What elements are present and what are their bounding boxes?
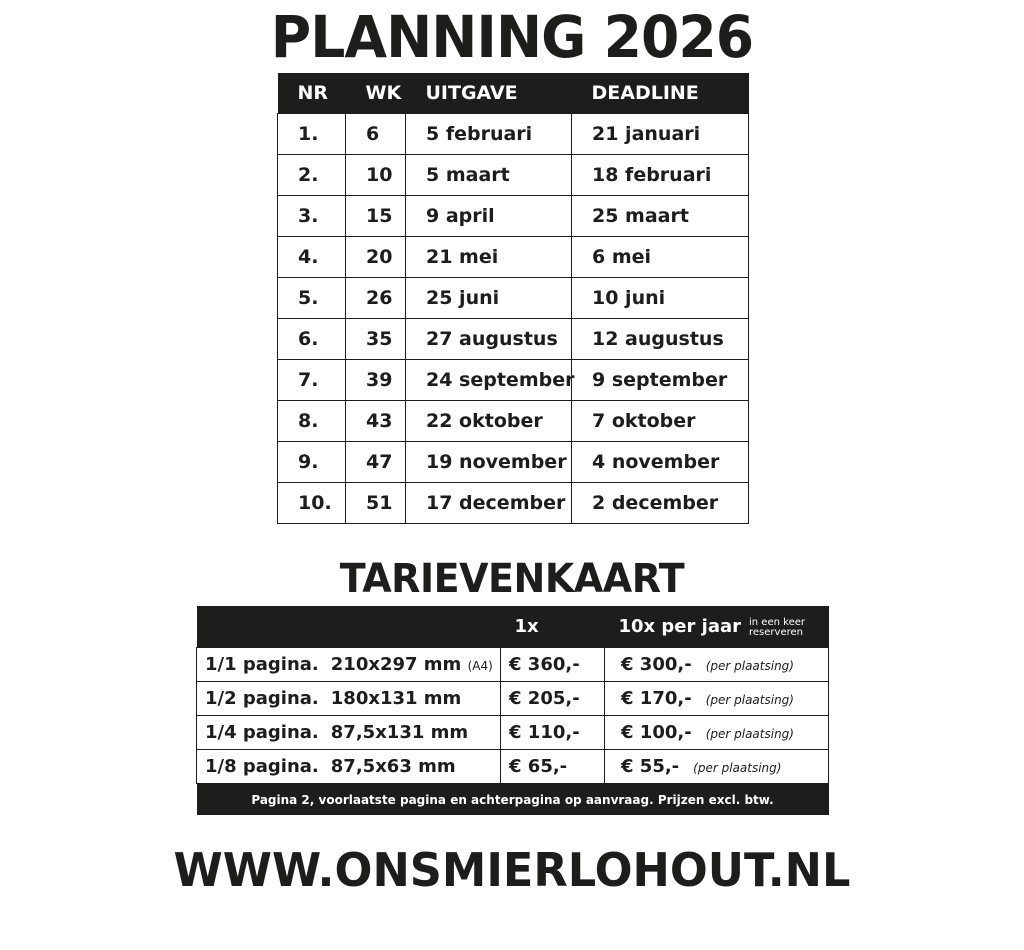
cell-wk: 35 bbox=[346, 319, 406, 360]
planning-row bbox=[278, 155, 749, 196]
cell-price-1x: € 360,- bbox=[501, 648, 605, 682]
cell-price-10x bbox=[605, 648, 829, 682]
cell-nr: 7. bbox=[278, 360, 346, 401]
size-value: 87,5x131 mm bbox=[330, 722, 469, 743]
cell-uitgave: 25 juni bbox=[406, 278, 572, 319]
planning-row bbox=[278, 237, 749, 278]
size-value: 87,5x63 mm bbox=[330, 756, 456, 777]
cell-format bbox=[197, 682, 501, 716]
cell-nr: 9. bbox=[278, 442, 346, 483]
price-10x-value: € 55,- bbox=[621, 756, 680, 777]
cell-wk: 39 bbox=[346, 360, 406, 401]
cell-nr: 1. bbox=[278, 114, 346, 155]
cell-wk: 15 bbox=[346, 196, 406, 237]
cell-format bbox=[197, 716, 501, 750]
cell-deadline: 9 september bbox=[572, 360, 749, 401]
cell-format bbox=[197, 648, 501, 682]
cell-price-1x: € 110,- bbox=[501, 716, 605, 750]
cell-price-10x bbox=[605, 750, 829, 784]
cell-format bbox=[197, 750, 501, 784]
cell-deadline: 25 maart bbox=[572, 196, 749, 237]
cell-wk: 6 bbox=[346, 114, 406, 155]
cell-wk: 20 bbox=[346, 237, 406, 278]
cell-nr: 3. bbox=[278, 196, 346, 237]
header-deadline: DEADLINE bbox=[572, 73, 749, 114]
header-10x bbox=[605, 606, 829, 648]
size-value: 180x131 mm bbox=[330, 688, 462, 709]
planning-row bbox=[278, 114, 749, 155]
format-label: 1/2 pagina. bbox=[205, 688, 319, 709]
cell-deadline: 6 mei bbox=[572, 237, 749, 278]
planning-table bbox=[277, 73, 749, 524]
cell-nr: 6. bbox=[278, 319, 346, 360]
tarief-row bbox=[197, 750, 829, 784]
cell-deadline: 12 augustus bbox=[572, 319, 749, 360]
planning-row bbox=[278, 319, 749, 360]
cell-deadline: 21 januari bbox=[572, 114, 749, 155]
size-value: 210x297 mm bbox=[330, 654, 462, 675]
header-uitgave: UITGAVE bbox=[406, 73, 572, 114]
header-1x: 1x bbox=[501, 606, 605, 648]
cell-wk: 26 bbox=[346, 278, 406, 319]
planning-row bbox=[278, 360, 749, 401]
header-nr: NR bbox=[278, 73, 346, 114]
tarieven-footer: Pagina 2, voorlaatste pagina en achterpagina op aanvraag. Prijzen excl. btw. bbox=[197, 784, 829, 816]
tarief-row bbox=[197, 682, 829, 716]
format-label: 1/1 pagina. bbox=[205, 654, 319, 675]
price-10x-value: € 300,- bbox=[621, 654, 692, 675]
cell-nr: 4. bbox=[278, 237, 346, 278]
cell-uitgave: 5 februari bbox=[406, 114, 572, 155]
header-format bbox=[197, 606, 501, 648]
cell-nr: 5. bbox=[278, 278, 346, 319]
page-title: PLANNING 2026 bbox=[270, 3, 754, 71]
cell-uitgave: 27 augustus bbox=[406, 319, 572, 360]
cell-uitgave: 22 oktober bbox=[406, 401, 572, 442]
per-plaatsing-note: (per plaatsing) bbox=[705, 727, 794, 741]
tarief-row bbox=[197, 716, 829, 750]
cell-uitgave: 5 maart bbox=[406, 155, 572, 196]
planning-row bbox=[278, 196, 749, 237]
cell-wk: 47 bbox=[346, 442, 406, 483]
tarieven-footer-row bbox=[197, 784, 829, 816]
format-label: 1/8 pagina. bbox=[205, 756, 319, 777]
cell-deadline: 7 oktober bbox=[572, 401, 749, 442]
cell-deadline: 18 februari bbox=[572, 155, 749, 196]
website-url[interactable]: WWW.ONSMIERLOHOUT.NL bbox=[173, 843, 851, 897]
per-plaatsing-note: (per plaatsing) bbox=[705, 659, 794, 673]
header-note-line1: in een keer bbox=[749, 616, 805, 628]
cell-price-1x: € 65,- bbox=[501, 750, 605, 784]
price-10x-value: € 170,- bbox=[621, 688, 692, 709]
header-10x-label: 10x per jaar bbox=[618, 615, 742, 637]
cell-wk: 10 bbox=[346, 155, 406, 196]
price-10x-value: € 100,- bbox=[621, 722, 692, 743]
cell-uitgave: 24 september bbox=[406, 360, 572, 401]
size-note: (A4) bbox=[467, 659, 493, 673]
cell-deadline: 2 december bbox=[572, 483, 749, 524]
per-plaatsing-note: (per plaatsing) bbox=[705, 693, 794, 707]
cell-nr: 8. bbox=[278, 401, 346, 442]
cell-price-10x bbox=[605, 682, 829, 716]
tarieven-title: TARIEVENKAART bbox=[339, 556, 685, 602]
per-plaatsing-note: (per plaatsing) bbox=[693, 761, 782, 775]
cell-deadline: 10 juni bbox=[572, 278, 749, 319]
cell-uitgave: 21 mei bbox=[406, 237, 572, 278]
header-wk: WK bbox=[346, 73, 406, 114]
cell-wk: 51 bbox=[346, 483, 406, 524]
format-size bbox=[331, 654, 493, 675]
format-label: 1/4 pagina. bbox=[205, 722, 319, 743]
planning-row bbox=[278, 278, 749, 319]
tarief-row bbox=[197, 648, 829, 682]
tarieven-table bbox=[196, 606, 829, 815]
planning-header-row bbox=[278, 73, 749, 114]
cell-nr: 10. bbox=[278, 483, 346, 524]
header-10x-note bbox=[749, 618, 805, 638]
format-size bbox=[331, 688, 462, 709]
cell-nr: 2. bbox=[278, 155, 346, 196]
cell-uitgave: 9 april bbox=[406, 196, 572, 237]
cell-deadline: 4 november bbox=[572, 442, 749, 483]
cell-price-10x bbox=[605, 716, 829, 750]
cell-wk: 43 bbox=[346, 401, 406, 442]
planning-row bbox=[278, 442, 749, 483]
planning-row bbox=[278, 483, 749, 524]
format-size bbox=[331, 722, 468, 743]
header-note-line2: reserveren bbox=[749, 626, 803, 638]
tarieven-header-row bbox=[197, 606, 829, 648]
cell-price-1x: € 205,- bbox=[501, 682, 605, 716]
cell-uitgave: 17 december bbox=[406, 483, 572, 524]
planning-row bbox=[278, 401, 749, 442]
format-size bbox=[331, 756, 456, 777]
cell-uitgave: 19 november bbox=[406, 442, 572, 483]
